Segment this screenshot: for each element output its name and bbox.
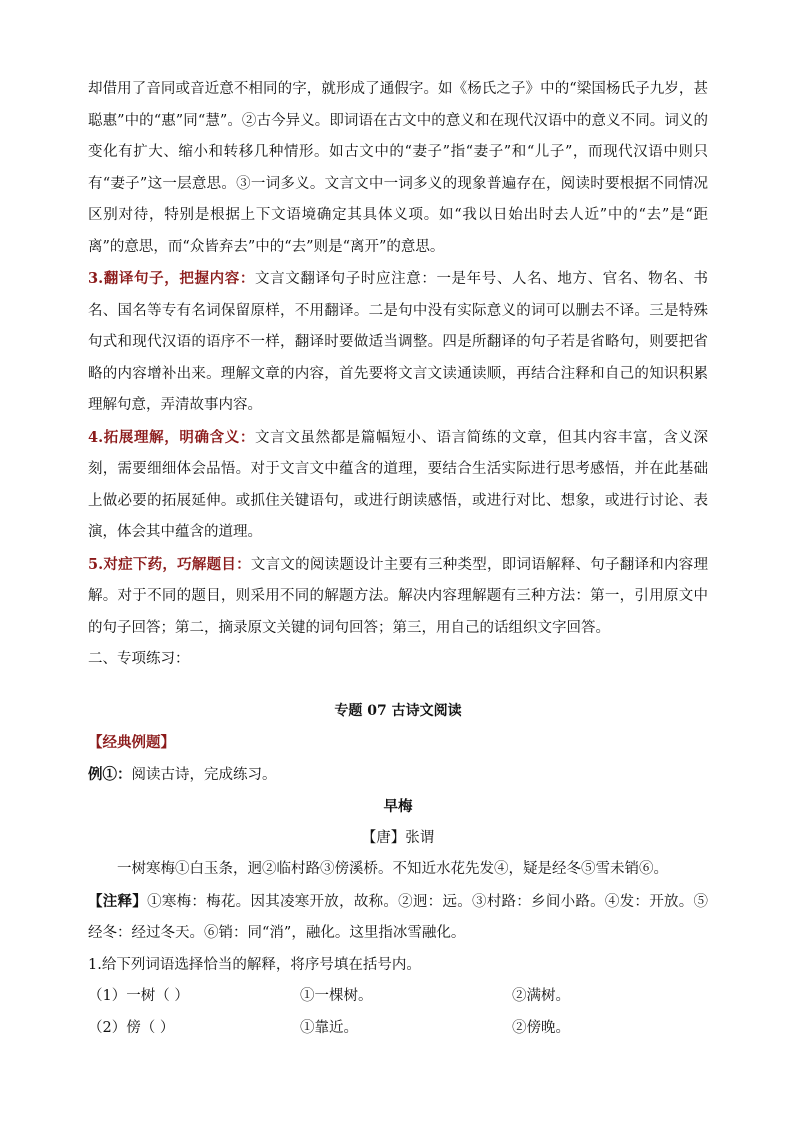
question-1: 1.给下列词语选择恰当的解释，将序号填在括号内。 bbox=[88, 956, 421, 973]
choice-option-2: ②傍晚。 bbox=[512, 1019, 570, 1036]
choice-row bbox=[88, 1013, 708, 1045]
example-label: 例①： bbox=[88, 765, 132, 783]
poem-body: 一树寒梅①白玉条，迥②临村路③傍溪桥。不知近水花先发④，疑是经冬⑤雪未销⑥。 bbox=[117, 861, 668, 877]
item-solve-questions bbox=[88, 549, 708, 645]
choice-option-1: ①靠近。 bbox=[300, 1019, 358, 1036]
item-translate-sentences bbox=[88, 263, 708, 422]
choice-term: （2）傍（ ） bbox=[88, 1019, 175, 1036]
choice-option-2: ②满树。 bbox=[512, 988, 570, 1004]
choice-option-1: ①一棵树。 bbox=[300, 988, 373, 1004]
section-heading: 二、专项练习： bbox=[88, 651, 190, 667]
choice-row bbox=[88, 981, 708, 1013]
example-text: 阅读古诗，完成练习。 bbox=[131, 766, 277, 783]
example-intro bbox=[88, 759, 708, 792]
poem-author: 【唐】张谓 bbox=[361, 829, 435, 846]
item-extend-understanding bbox=[88, 422, 708, 549]
paragraph-tongjiazi: 却借用了音同或音近意不相同的字，就形成了通假字。如《杨氏之子》中的“梁国杨氏子九岁，甚聪惠”中的“惠”同“慧”。②古今异义。即词语在古文中的意义和在现代汉语中的意义不同。词义的变化有扩大、缩小和转移几种情形。如古文中的“妻子”指“妻子”和“儿子”，而现代汉语中则只有“妻子”这一层意思。③一词多义。文言文中一词多义的现象普遍存在，阅读时要根据不同情况区别对待，特别是根据上下文语境确定其具体义项。如“我以日始出时去人近”中的“去”是“距离”的意思，而“众皆弃去”中的“去”则是“离开”的意思。 bbox=[88, 81, 708, 255]
item-text: 文言文的阅读题设计主要有三种类型，即词语解释、句子翻译和内容理解。对于不同的题目，则采用不同的解题方法。解决内容理解题有三种方法：第一，引用原文中的句子回答；第二，摘录原文关键的词句回答；第三，用自己的话组织文字回答。 bbox=[88, 556, 708, 636]
item-lead: 5.对症下药，巧解题目： bbox=[88, 555, 251, 573]
topic-title: 专题 07 古诗文阅读 bbox=[334, 702, 462, 719]
choice-term: （1）一树（ ） bbox=[88, 988, 189, 1004]
notes-text: ①寒梅：梅花。因其凌寒开放，故称。②迥：远。③村路：乡间小路。④发：开放。⑤经冬：经过冬天。⑥销：同“消”，融化。这里指冰雪融化。 bbox=[88, 893, 709, 941]
classic-example-tag: 【经典例题】 bbox=[88, 734, 175, 751]
item-text: 文言文虽然都是篇幅短小、语言简练的文章，但其内容丰富，含义深刻，需要细细体会品悟。对于文言文中蕴含的道理，要结合生活实际进行思考感悟，并在此基础上做必要的拓展延伸。或抓住关键语句，或进行朗读感悟，或进行对比、想象，或进行讨论、表演，体会其中蕴含的道理。 bbox=[88, 429, 709, 540]
notes-label: 【注释】 bbox=[88, 892, 148, 910]
poem-notes bbox=[88, 886, 708, 950]
item-text: 文言文翻译句子时应注意：一是年号、人名、地方、官名、物名、书名、国名等专有名词保留原样，不用翻译。二是句中没有实际意义的词可以删去不译。三是特殊句式和现代汉语的语序不一样，翻译时要做适当调整。四是所翻译的句子若是省略句，则要把省略的内容增补出来。理解文章的内容，首先要将文言文读通读顺，再结合注释和自己的知识积累理解句意，弄清故事内容。 bbox=[88, 271, 709, 413]
item-lead: 3.翻译句子，把握内容： bbox=[88, 270, 255, 287]
item-lead: 4.拓展理解，明确含义： bbox=[88, 428, 255, 446]
poem-title: 早梅 bbox=[383, 798, 413, 815]
document-page bbox=[88, 74, 708, 1044]
